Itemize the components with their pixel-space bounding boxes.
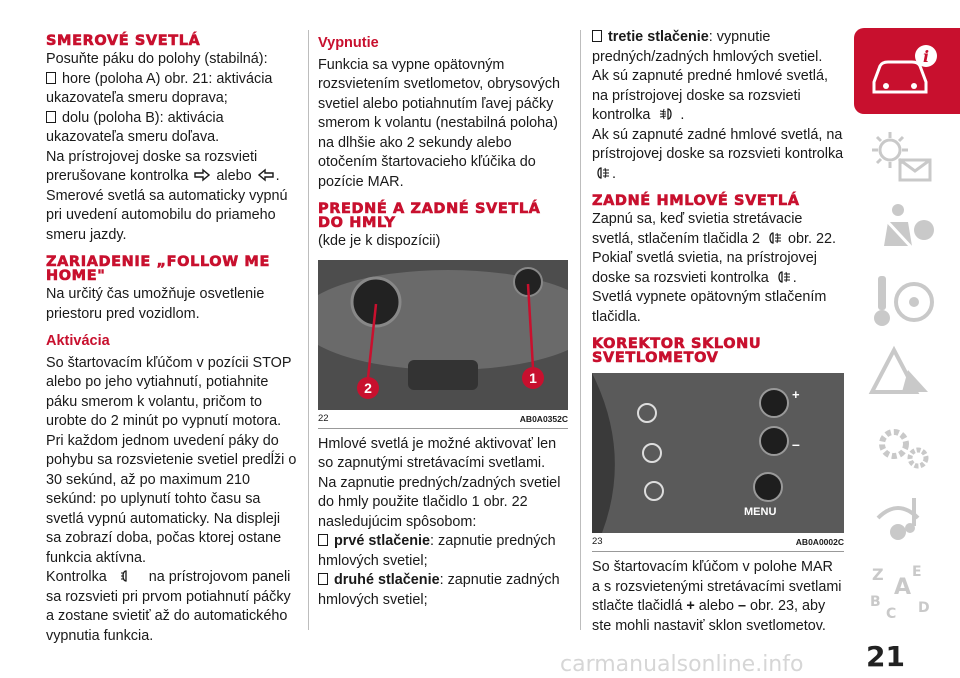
svg-text:+: + [792, 387, 800, 402]
bullet-item: hore (poloha A) obr. 21: aktivácia ukazovateľa smeru doprava; [46, 70, 298, 109]
figure-number: 23 [592, 536, 603, 547]
bullet-item: dolu (poloha B): aktivácia ukazovateľa smeru doľava. [46, 109, 298, 148]
paragraph: So štartovacím kľúčom v polohe MAR a s rozsvietenými stretávacími svetlami stlačte tlačidlá + alebo – obr. 23, aby ste mohli nastaviť sklon svetlometov. [592, 559, 842, 634]
paragraph: Zapnú sa, keď svietia stretávacie svetlá, stlačením tlačidla 2 obr. 22. [592, 211, 836, 247]
heading-follow-me-home: ZARIADENIE „FOLLOW ME HOME" [46, 254, 270, 284]
paragraph: So štartovacím kľúčom v pozícii STOP alebo po jeho vytiahnutí, potiahnite páku smerom k volantu, pričom to urobte do 2 minút po vypnutí motora. Pri každom jednom uvedení páky do pohybu sa rozsvietenie svetiel predĺži o 30 sekúnd, až po maximum 210 sekúnd: po uplynutí tohto času sa svetlá vypnú automaticky. Na displeji sa zobrazí doba, počas ktorej ostane funkcia aktívna. [46, 354, 297, 566]
heading-smerove-svetla: SMEROVÉ SVETLÁ [46, 33, 201, 49]
paragraph: Posuňte páku do polohy (stabilná): [46, 51, 268, 67]
svg-text:1: 1 [529, 369, 537, 386]
column-separator [308, 30, 309, 630]
svg-text:D: D [918, 600, 930, 616]
paragraph: Kontrolka na prístrojovom paneli sa rozsvieti pri prvom potiahnutí páčky a zostane svietiť až do automatického vypnutia funkcia. [46, 569, 291, 644]
rear-fog-light-indicator-icon [775, 270, 791, 284]
figure-number: 22 [318, 412, 329, 424]
rear-fog-light-icon [766, 231, 782, 245]
lights-envelope-icon [868, 128, 938, 188]
rear-fog-light-indicator-icon [594, 166, 610, 180]
heading-predne-zadne-hmly: PREDNÉ A ZADNÉ SVETLÁ DO HMLY [318, 201, 541, 231]
figure-code: AB0A0002C [795, 537, 844, 547]
heading-korektor-sklonu: KOREKTOR SKLONU SVETLOMETOV [592, 336, 762, 366]
index-letters-icon [868, 560, 938, 620]
paragraph: Pokiaľ svetlá svietia, na prístrojovej doske sa rozsvieti kontrolka . [592, 250, 817, 286]
warning-breakdown-icon [868, 344, 938, 404]
paragraph: (kde je k dispozícii) [318, 233, 441, 249]
paragraph: Svetlá vypnete opätovným stlačením tlačidla. [592, 289, 827, 325]
key-steering-wheel-icon [868, 272, 938, 332]
figure-caption [318, 410, 568, 428]
paragraph: Ak sú zapnuté zadné hmlové svetlá, na prístrojovej doske sa rozsvieti kontrolka . [592, 126, 844, 182]
paragraph: Funkcia sa vypne opätovným rozsvietením svetlometov, obrysových svetiel alebo potiahnutím ľavej páčky smerom k volantu (nestabilná poloha) na dlhšie ako 2 sekundy alebo otočením štartovacieho kľúčika do pozície MAR. [318, 56, 561, 190]
heading-aktivacia: Aktivácia [46, 333, 110, 349]
svg-text:2: 2 [364, 379, 372, 396]
svg-text:B: B [870, 594, 881, 610]
svg-text:i: i [922, 47, 930, 66]
turn-right-indicator-icon [194, 168, 210, 182]
page-number: 21 [866, 640, 905, 673]
bullet-item: tretie stlačenie: vypnutie predných/zadných hmlových svetiel. [592, 28, 844, 67]
paragraph: Na určitý čas umožňuje osvetlenie priestoru pred vozidlom. [46, 286, 265, 322]
heading-zadne-hmlove-svetla: ZADNÉ HMLOVÉ SVETLÁ [592, 193, 800, 209]
paragraph: Ak sú zapnuté predné hmlové svetlá, na prístrojovej doske sa rozsvieti kontrolka . [592, 68, 828, 123]
figure-23 [592, 373, 844, 552]
fog-light-buttons-photo [318, 260, 568, 410]
svg-text:MENU: MENU [744, 506, 777, 518]
turn-left-indicator-icon [258, 168, 274, 182]
paragraph: Smerové svetlá sa automaticky vypnú pri uvedení automobilu do priameho smeru jazdy. [46, 187, 288, 243]
figure-code: AB0A0352C [519, 413, 568, 424]
paragraph: Na prístrojovej doske sa rozsvieti prerušovane kontrolka alebo . [46, 148, 280, 184]
headlight-leveling-buttons-photo [592, 373, 844, 533]
watermark: carmanualsonline.info [560, 652, 804, 677]
svg-text:–: – [792, 436, 800, 452]
car-info-icon [868, 42, 938, 102]
chapter-tab-active[interactable] [854, 28, 960, 114]
figure-caption [592, 533, 844, 551]
column-1 [46, 28, 298, 646]
bullet-item: prvé stlačenie: zapnutie predných hmlových svetiel; [318, 532, 568, 571]
heading-vypnutie: Vypnutie [318, 35, 379, 51]
bullet-item: druhé stlačenie: zapnutie zadných hmlových svetiel; [318, 571, 568, 610]
maintenance-gears-icon [868, 416, 938, 476]
column-2 [318, 28, 568, 610]
svg-text:A: A [894, 575, 912, 600]
seatbelt-airbag-icon [868, 200, 938, 260]
svg-text:Z: Z [872, 565, 884, 584]
multimedia-icon [868, 488, 938, 548]
column-separator [580, 30, 581, 630]
chapter-sidebar [854, 28, 960, 628]
column-3 [592, 28, 844, 636]
svg-text:E: E [912, 564, 922, 580]
figure-22 [318, 260, 568, 429]
front-fog-light-indicator-icon [656, 107, 678, 121]
low-beam-indicator-icon [113, 569, 143, 583]
paragraph: Hmlové svetlá je možné aktivovať len so zapnutými stretávacími svetlami. [318, 435, 557, 471]
paragraph: Na zapnutie predných/zadných svetiel do hmly použite tlačidlo 1 obr. 22 nasledujúcim spôsobom: [318, 474, 561, 530]
svg-text:C: C [886, 606, 897, 620]
